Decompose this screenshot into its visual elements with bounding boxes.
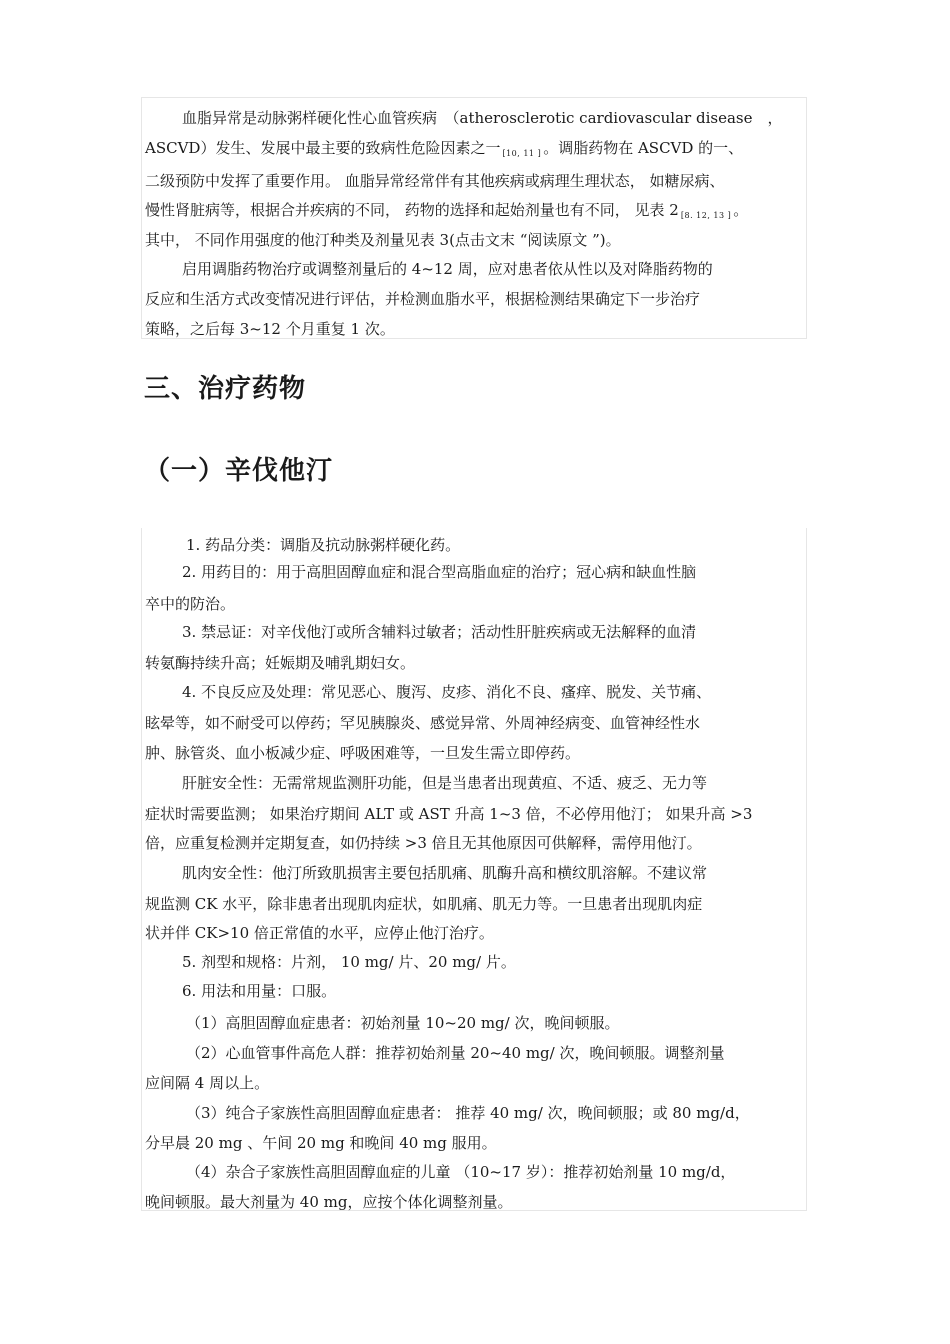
drug-line: 肌肉安全性：他汀所致肌损害主要包括肌痛、肌酶升高和横纹肌溶解。不建议常 (182, 864, 708, 882)
drug-line: （3）纯合子家族性高胆固醇血症患者： 推荐 40 mg/ 次，晚间顿服；或 80 mg/d， (186, 1104, 750, 1122)
drug-line: 1. 药品分类：调脂及抗动脉粥样硬化药。 (186, 536, 461, 554)
drug-line: 症状时需要监测； 如果治疗期间 ALT 或 AST 升高 1~3 倍，不必停用他汀； 如果升高 >3 (145, 805, 753, 823)
section-title: 三、治疗药物 (144, 374, 307, 404)
intro-line: 慢性肾脏病等，根据合并疾病的不同， 药物的选择和起始剂量也有不同， 见表 2 $_{[8. 12, 13 ]}$ 。 (145, 201, 749, 220)
drug-line: （4）杂合子家族性高胆固醇血症的儿童 （10~17 岁）：推荐初始剂量 10 mg/d， (186, 1163, 736, 1181)
drug-line: （2）心血管事件高危人群：推荐初始剂量 20~40 mg/ 次，晚间顿服。调整剂量 (186, 1044, 725, 1062)
intro-line: 其中， 不同作用强度的他汀种类及剂量见表 3(点击文末 “阅读原文 ”)。 (145, 231, 621, 249)
drug-line: 肝脏安全性：无需常规监测肝功能，但是当患者出现黄疸、不适、疲乏、无力等 (182, 774, 708, 792)
drug-line: 倍，应重复检测并定期复查，如仍持续 >3 倍且无其他原因可供解释，需停用他汀。 (145, 834, 702, 852)
intro-line: ASCVD）发生、发展中最主要的致病性危险因素之一 $_{[10, 11 ]}$ 。调脂药物在 ASCVD 的一、 (145, 139, 744, 158)
intro-line: 二级预防中发挥了重要作用。 血脂异常经常伴有其他疾病或病理生理状态， 如糖尿病、 (145, 172, 725, 190)
intro-text-block (141, 97, 807, 339)
drug-line: 肿、脉管炎、血小板减少症、呼吸困难等，一旦发生需立即停药。 (145, 744, 581, 762)
drug-line: 晚间顿服。最大剂量为 40 mg，应按个体化调整剂量。 (145, 1193, 513, 1211)
drug-line: 卒中的防治。 (145, 595, 236, 613)
drug-line: 眩晕等，如不耐受可以停药；罕见胰腺炎、感觉异常、外周神经病变、血管神经性水 (145, 714, 701, 732)
subsection-title: （一）辛伐他汀 (144, 456, 334, 486)
intro-line: 启用调脂药物治疗或调整剂量后的 4~12 周，应对患者依从性以及对降脂药物的 (182, 260, 713, 278)
drug-line: 应间隔 4 周以上。 (145, 1074, 270, 1092)
intro-line: 反应和生活方式改变情况进行评估，并检测血脂水平，根据检测结果确定下一步治疗 (145, 290, 701, 308)
drug-line: 6. 用法和用量：口服。 (182, 982, 337, 1000)
drug-line: 规监测 CK 水平，除非患者出现肌肉症状，如肌痛、肌无力等。一旦患者出现肌肉症 (145, 895, 703, 913)
drug-line: （1）高胆固醇血症患者：初始剂量 10~20 mg/ 次，晚间顿服。 (186, 1014, 620, 1032)
drug-line: 转氨酶持续升高；妊娠期及哺乳期妇女。 (145, 654, 416, 672)
drug-line: 状并伴 CK>10 倍正常值的水平，应停止他汀治疗。 (145, 924, 494, 942)
intro-line: 血脂异常是动脉粥样硬化性心血管疾病 （atherosclerotic cardiovascular disease ， (182, 109, 783, 127)
drug-info-block (141, 528, 807, 1211)
drug-line: 2. 用药目的：用于高胆固醇血症和混合型高脂血症的治疗；冠心病和缺血性脑 (182, 563, 697, 581)
drug-line: 3. 禁忌证：对辛伐他汀或所含辅料过敏者；活动性肝脏疾病或无法解释的血清 (182, 623, 697, 641)
intro-line: 策略，之后每 3~12 个月重复 1 次。 (145, 320, 395, 338)
citation-ref: [10, 11 ] (502, 149, 542, 158)
drug-line: 分早晨 20 mg 、午间 20 mg 和晚间 40 mg 服用。 (145, 1134, 497, 1152)
drug-line: 4. 不良反应及处理：常见恶心、腹泻、皮疹、消化不良、瘙痒、脱发、关节痛、 (182, 683, 712, 701)
drug-line: 5. 剂型和规格：片剂， 10 mg/ 片、20 mg/ 片。 (182, 953, 516, 971)
citation-ref: [8. 12, 13 ] (680, 211, 732, 220)
